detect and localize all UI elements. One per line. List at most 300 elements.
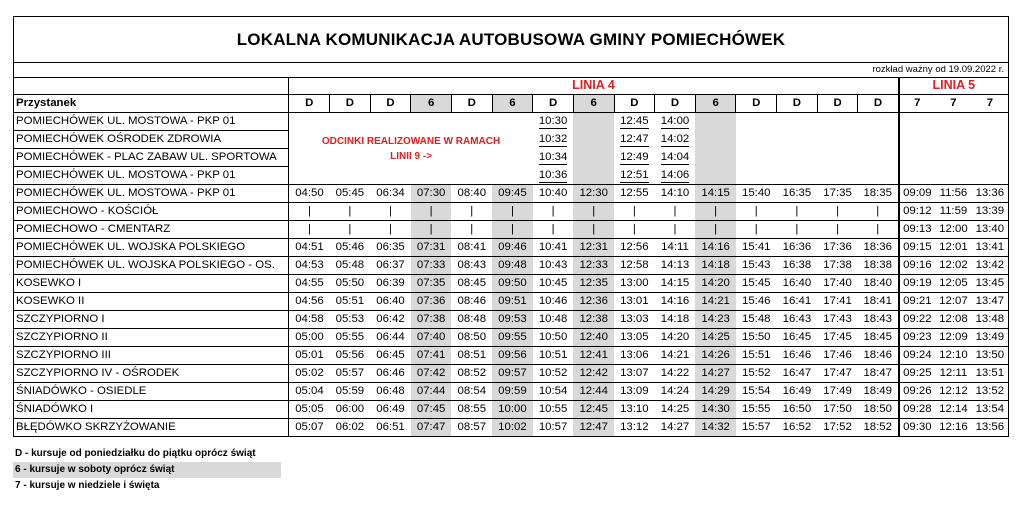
day-code: D xyxy=(330,95,371,113)
table-row xyxy=(14,275,1009,293)
stop-name: POMIECHOWO - KOŚCIÓŁ xyxy=(14,203,289,221)
time-cell: 14:30 xyxy=(695,401,736,419)
time-cell: 09:48 xyxy=(492,257,533,275)
time-cell: 14:10 xyxy=(655,185,696,203)
time-cell: 04:50 xyxy=(289,185,330,203)
table-row xyxy=(14,311,1009,329)
time-cell: 10:00 xyxy=(492,401,533,419)
time-cell: 12:33 xyxy=(573,257,614,275)
time-cell: 15:48 xyxy=(736,311,777,329)
time-cell: | xyxy=(695,203,736,221)
time-cell: 10:45 xyxy=(533,275,574,293)
feeder-note-line-1: ODCINKI REALIZOWANE W RAMACH xyxy=(321,135,501,147)
time-cell: | xyxy=(736,221,777,239)
stop-name: ŚNIADÓWKO I xyxy=(14,401,289,419)
time-cell: 09:16 xyxy=(899,257,936,275)
time-cell: | xyxy=(451,203,492,221)
time-value: 14:02 xyxy=(660,133,690,145)
time-cell: 12:45 xyxy=(573,401,614,419)
time-cell: 13:10 xyxy=(614,401,655,419)
time-cell: 13:12 xyxy=(614,419,655,437)
stop-name: KOSEWKO II xyxy=(14,293,289,311)
feeder-time xyxy=(533,131,574,149)
time-cell: 10:50 xyxy=(533,329,574,347)
blank-cell xyxy=(817,167,858,185)
time-cell: 05:48 xyxy=(330,257,371,275)
time-cell: 13:06 xyxy=(614,347,655,365)
time-cell: | xyxy=(573,203,614,221)
time-cell: 09:51 xyxy=(492,293,533,311)
time-cell: | xyxy=(614,221,655,239)
time-cell: 08:54 xyxy=(451,383,492,401)
blank-cell xyxy=(817,149,858,167)
time-cell: 13:54 xyxy=(972,401,1009,419)
time-cell: 13:39 xyxy=(972,203,1009,221)
time-cell: 14:22 xyxy=(655,365,696,383)
stop-name: POMIECHOWO - CMENTARZ xyxy=(14,221,289,239)
time-cell: 06:39 xyxy=(370,275,411,293)
feeder-time xyxy=(655,113,696,131)
blank-cell xyxy=(573,113,614,131)
time-cell: 06:51 xyxy=(370,419,411,437)
timetable xyxy=(13,77,1009,437)
time-cell: 17:49 xyxy=(817,383,858,401)
time-cell: 08:51 xyxy=(451,347,492,365)
blank-cell xyxy=(858,131,899,149)
time-cell: 16:47 xyxy=(777,365,818,383)
time-cell: 09:26 xyxy=(899,383,936,401)
time-cell: 13:48 xyxy=(972,311,1009,329)
time-cell: 14:11 xyxy=(655,239,696,257)
time-cell: 05:01 xyxy=(289,347,330,365)
time-cell: 13:45 xyxy=(972,275,1009,293)
stop-name: POMIECHÓWEK OŚRODEK ZDROWIA xyxy=(14,131,289,149)
time-cell: 07:47 xyxy=(411,419,452,437)
feeder-time xyxy=(614,149,655,167)
time-cell: 08:50 xyxy=(451,329,492,347)
blank-cell xyxy=(736,113,777,131)
table-row xyxy=(14,239,1009,257)
time-cell: 12:44 xyxy=(573,383,614,401)
time-cell: 12:16 xyxy=(935,419,972,437)
time-cell: 16:46 xyxy=(777,347,818,365)
time-cell: 05:07 xyxy=(289,419,330,437)
blank-cell xyxy=(14,77,289,95)
table-row xyxy=(14,329,1009,347)
time-cell: 10:46 xyxy=(533,293,574,311)
time-cell: 10:51 xyxy=(533,347,574,365)
linia-4-label: LINIA 4 xyxy=(289,77,899,95)
time-value: 10:30 xyxy=(538,115,568,128)
time-cell: 13:40 xyxy=(972,221,1009,239)
time-cell: | xyxy=(533,221,574,239)
blank-cell xyxy=(858,167,899,185)
time-cell: 12:10 xyxy=(935,347,972,365)
blank-cell xyxy=(817,131,858,149)
blank-cell xyxy=(777,131,818,149)
time-cell: 15:46 xyxy=(736,293,777,311)
time-cell: 09:23 xyxy=(899,329,936,347)
time-cell: 12:47 xyxy=(573,419,614,437)
time-cell: 06:45 xyxy=(370,347,411,365)
table-row xyxy=(14,365,1009,383)
time-cell: 15:57 xyxy=(736,419,777,437)
time-cell: 10:52 xyxy=(533,365,574,383)
time-cell: 13:51 xyxy=(972,365,1009,383)
blank-cell xyxy=(573,131,614,149)
time-cell: 18:47 xyxy=(858,365,899,383)
time-cell: 14:32 xyxy=(695,419,736,437)
time-cell: | xyxy=(411,203,452,221)
time-cell: 14:27 xyxy=(695,365,736,383)
time-cell: 16:35 xyxy=(777,185,818,203)
time-cell: 05:04 xyxy=(289,383,330,401)
time-cell: 09:28 xyxy=(899,401,936,419)
time-cell: 17:36 xyxy=(817,239,858,257)
time-cell: 06:34 xyxy=(370,185,411,203)
time-cell: 09:45 xyxy=(492,185,533,203)
table-row xyxy=(14,185,1009,203)
blank-cell xyxy=(899,113,1009,185)
time-cell: 12:12 xyxy=(935,383,972,401)
time-cell: 09:55 xyxy=(492,329,533,347)
feeder-time xyxy=(614,131,655,149)
time-cell: 12:56 xyxy=(614,239,655,257)
validity-note xyxy=(13,62,1009,78)
day-code-row xyxy=(14,95,1009,113)
blank-cell xyxy=(695,149,736,167)
time-cell: | xyxy=(777,203,818,221)
blank-cell xyxy=(817,113,858,131)
time-cell: 10:43 xyxy=(533,257,574,275)
day-code: 7 xyxy=(935,95,972,113)
time-cell: | xyxy=(411,221,452,239)
time-cell: 12:42 xyxy=(573,365,614,383)
time-cell: 06:48 xyxy=(370,383,411,401)
time-cell: 12:58 xyxy=(614,257,655,275)
time-cell: 08:55 xyxy=(451,401,492,419)
time-cell: 10:57 xyxy=(533,419,574,437)
time-cell: 18:40 xyxy=(858,275,899,293)
time-cell: 14:18 xyxy=(695,257,736,275)
time-cell: 10:54 xyxy=(533,383,574,401)
time-value: 10:36 xyxy=(538,168,568,181)
time-cell: 07:42 xyxy=(411,365,452,383)
time-cell: 04:55 xyxy=(289,275,330,293)
blank-cell xyxy=(695,113,736,131)
time-cell: 16:45 xyxy=(777,329,818,347)
line-header-row xyxy=(14,77,1009,95)
time-cell: 05:59 xyxy=(330,383,371,401)
feeder-time xyxy=(655,149,696,167)
time-cell: 10:55 xyxy=(533,401,574,419)
time-cell: 17:35 xyxy=(817,185,858,203)
blank-cell xyxy=(736,149,777,167)
time-cell: 14:23 xyxy=(695,311,736,329)
time-cell: 14:20 xyxy=(655,329,696,347)
time-cell: 04:53 xyxy=(289,257,330,275)
linia-5-label: LINIA 5 xyxy=(899,77,1009,95)
blank-cell xyxy=(736,167,777,185)
time-cell: 09:59 xyxy=(492,383,533,401)
time-cell: 05:51 xyxy=(330,293,371,311)
time-cell: 06:35 xyxy=(370,239,411,257)
time-cell: 05:05 xyxy=(289,401,330,419)
time-cell: 15:43 xyxy=(736,257,777,275)
time-cell: 05:55 xyxy=(330,329,371,347)
stop-header: Przystanek xyxy=(14,95,289,113)
time-cell: 09:25 xyxy=(899,365,936,383)
blank-cell xyxy=(736,131,777,149)
time-cell: 08:43 xyxy=(451,257,492,275)
time-cell: 06:46 xyxy=(370,365,411,383)
time-cell: 17:52 xyxy=(817,419,858,437)
time-cell: 13:03 xyxy=(614,311,655,329)
time-cell: | xyxy=(858,203,899,221)
time-cell: 13:41 xyxy=(972,239,1009,257)
time-cell: 05:02 xyxy=(289,365,330,383)
time-cell: 05:57 xyxy=(330,365,371,383)
time-cell: 04:56 xyxy=(289,293,330,311)
time-cell: 18:41 xyxy=(858,293,899,311)
stop-name: POMIECHÓWEK UL. WOJSKA POLSKIEGO - OS. xyxy=(14,257,289,275)
time-cell: 09:46 xyxy=(492,239,533,257)
time-value: 12:51 xyxy=(620,168,649,181)
time-cell: 16:50 xyxy=(777,401,818,419)
time-cell: 10:48 xyxy=(533,311,574,329)
stop-name: SZCZYPIORNO IV - OŚRODEK xyxy=(14,365,289,383)
legend-sunday: 7 - kursuje w niedziele i święta xyxy=(15,480,160,491)
time-cell: 06:40 xyxy=(370,293,411,311)
time-cell: 04:51 xyxy=(289,239,330,257)
time-cell: 15:45 xyxy=(736,275,777,293)
time-cell: 07:45 xyxy=(411,401,452,419)
time-cell: 14:16 xyxy=(695,239,736,257)
time-cell: | xyxy=(858,221,899,239)
time-cell: 14:21 xyxy=(695,293,736,311)
stop-name: POMIECHÓWEK UL. MOSTOWA - PKP 01 xyxy=(14,167,289,185)
feeder-time xyxy=(533,167,574,185)
page-title: LOKALNA KOMUNIKACJA AUTOBUSOWA GMINY POMIECHÓWEK xyxy=(13,16,1009,63)
time-cell: | xyxy=(492,221,533,239)
day-code: D xyxy=(858,95,899,113)
time-cell: | xyxy=(695,221,736,239)
time-cell: 07:44 xyxy=(411,383,452,401)
time-cell: 16:38 xyxy=(777,257,818,275)
blank-cell xyxy=(777,167,818,185)
time-cell: 18:45 xyxy=(858,329,899,347)
time-cell: | xyxy=(817,221,858,239)
time-cell: 06:02 xyxy=(330,419,371,437)
time-cell: | xyxy=(573,221,614,239)
feeder-time xyxy=(614,113,655,131)
table-row xyxy=(14,401,1009,419)
time-cell: 07:41 xyxy=(411,347,452,365)
time-cell: 05:45 xyxy=(330,185,371,203)
time-cell: 05:46 xyxy=(330,239,371,257)
time-cell: 07:35 xyxy=(411,275,452,293)
stop-name: BŁĘDÓWKO SKRZYŻOWANIE xyxy=(14,419,289,437)
day-code: D xyxy=(451,95,492,113)
day-code: D xyxy=(370,95,411,113)
time-cell: 13:56 xyxy=(972,419,1009,437)
time-cell: 12:07 xyxy=(935,293,972,311)
day-code: 6 xyxy=(492,95,533,113)
time-cell: 07:31 xyxy=(411,239,452,257)
stop-name: POMIECHÓWEK UL. MOSTOWA - PKP 01 xyxy=(14,185,289,203)
time-cell: 13:09 xyxy=(614,383,655,401)
time-cell: 18:35 xyxy=(858,185,899,203)
table-row xyxy=(14,257,1009,275)
time-cell: 18:52 xyxy=(858,419,899,437)
time-cell: 11:59 xyxy=(935,203,972,221)
time-cell: 14:18 xyxy=(655,311,696,329)
time-cell: 13:42 xyxy=(972,257,1009,275)
stop-name: KOSEWKO I xyxy=(14,275,289,293)
time-cell: 15:41 xyxy=(736,239,777,257)
time-cell: 05:56 xyxy=(330,347,371,365)
time-cell: 08:41 xyxy=(451,239,492,257)
time-cell: | xyxy=(817,203,858,221)
time-cell: 13:05 xyxy=(614,329,655,347)
time-cell: 06:44 xyxy=(370,329,411,347)
time-cell: 13:01 xyxy=(614,293,655,311)
time-cell: | xyxy=(289,221,330,239)
time-cell: | xyxy=(614,203,655,221)
feeder-time xyxy=(655,131,696,149)
time-cell: 05:50 xyxy=(330,275,371,293)
time-cell: 08:45 xyxy=(451,275,492,293)
time-cell: 18:43 xyxy=(858,311,899,329)
timetable-frame xyxy=(13,16,1009,445)
time-cell: 06:42 xyxy=(370,311,411,329)
time-cell: 14:15 xyxy=(695,185,736,203)
table-row xyxy=(14,221,1009,239)
time-cell: 16:43 xyxy=(777,311,818,329)
blank-cell xyxy=(777,149,818,167)
day-code: D xyxy=(736,95,777,113)
time-cell: 12:02 xyxy=(935,257,972,275)
time-cell: 05:53 xyxy=(330,311,371,329)
time-cell: 13:36 xyxy=(972,185,1009,203)
time-cell: 12:30 xyxy=(573,185,614,203)
time-cell: 09:13 xyxy=(899,221,936,239)
feeder-row xyxy=(14,113,1009,131)
time-cell: 04:58 xyxy=(289,311,330,329)
time-cell: 14:24 xyxy=(655,383,696,401)
day-code: 6 xyxy=(573,95,614,113)
time-cell: 06:49 xyxy=(370,401,411,419)
day-code: D xyxy=(655,95,696,113)
time-cell: 17:40 xyxy=(817,275,858,293)
time-cell: 12:36 xyxy=(573,293,614,311)
time-value: 14:04 xyxy=(660,151,690,163)
blank-cell xyxy=(573,149,614,167)
time-cell: 12:38 xyxy=(573,311,614,329)
day-code: D xyxy=(533,95,574,113)
time-cell: 09:22 xyxy=(899,311,936,329)
time-cell: | xyxy=(370,203,411,221)
legend xyxy=(13,446,281,494)
time-cell: 12:09 xyxy=(935,329,972,347)
time-cell: 07:36 xyxy=(411,293,452,311)
time-cell: 12:55 xyxy=(614,185,655,203)
time-cell: | xyxy=(777,221,818,239)
stop-name: SZCZYPIORNO III xyxy=(14,347,289,365)
time-cell: 17:46 xyxy=(817,347,858,365)
time-cell: 12:31 xyxy=(573,239,614,257)
time-cell: 09:21 xyxy=(899,293,936,311)
validity-text: rozkład ważny od 19.09.2022 r. xyxy=(872,64,1004,75)
stop-name: ŚNIADÓWKO - OSIEDLE xyxy=(14,383,289,401)
time-cell: | xyxy=(736,203,777,221)
time-cell: 15:52 xyxy=(736,365,777,383)
time-cell: 12:41 xyxy=(573,347,614,365)
time-cell: 16:49 xyxy=(777,383,818,401)
time-cell: 08:52 xyxy=(451,365,492,383)
time-cell: 12:35 xyxy=(573,275,614,293)
time-value: 14:06 xyxy=(660,168,690,181)
time-cell: 06:37 xyxy=(370,257,411,275)
stop-name: POMIECHÓWEK - PLAC ZABAW UL. SPORTOWA xyxy=(14,149,289,167)
legend-weekday: D - kursuje od poniedziałku do piątku oprócz świąt xyxy=(15,448,256,459)
time-cell: 10:40 xyxy=(533,185,574,203)
time-cell: 18:50 xyxy=(858,401,899,419)
time-cell: 15:50 xyxy=(736,329,777,347)
time-cell: 07:30 xyxy=(411,185,452,203)
time-cell: 18:49 xyxy=(858,383,899,401)
time-cell: 09:15 xyxy=(899,239,936,257)
feeder-note-line-2: LINII 9 -> xyxy=(390,150,433,162)
day-code: D xyxy=(614,95,655,113)
time-cell: 09:19 xyxy=(899,275,936,293)
blank-cell xyxy=(858,113,899,131)
time-cell: 14:15 xyxy=(655,275,696,293)
time-cell: 13:50 xyxy=(972,347,1009,365)
time-cell: 09:30 xyxy=(899,419,936,437)
time-cell: 10:02 xyxy=(492,419,533,437)
time-cell: 06:00 xyxy=(330,401,371,419)
feeder-time xyxy=(533,149,574,167)
time-cell: 13:47 xyxy=(972,293,1009,311)
stop-name: POMIECHÓWEK UL. WOJSKA POLSKIEGO xyxy=(14,239,289,257)
time-cell: 14:26 xyxy=(695,347,736,365)
time-cell: 17:43 xyxy=(817,311,858,329)
time-cell: 14:27 xyxy=(655,419,696,437)
day-code: 7 xyxy=(972,95,1009,113)
time-cell: 08:48 xyxy=(451,311,492,329)
time-cell: 09:50 xyxy=(492,275,533,293)
time-cell: 13:52 xyxy=(972,383,1009,401)
time-cell: 14:25 xyxy=(655,401,696,419)
time-cell: 14:16 xyxy=(655,293,696,311)
time-cell: 12:11 xyxy=(935,365,972,383)
time-cell: 14:20 xyxy=(695,275,736,293)
time-cell: 11:56 xyxy=(935,185,972,203)
table-row xyxy=(14,347,1009,365)
time-cell: | xyxy=(289,203,330,221)
time-cell: | xyxy=(492,203,533,221)
time-value: 12:47 xyxy=(620,133,649,145)
time-cell: 16:36 xyxy=(777,239,818,257)
time-cell: 09:09 xyxy=(899,185,936,203)
time-cell: | xyxy=(330,203,371,221)
time-cell: 09:53 xyxy=(492,311,533,329)
time-cell: 14:21 xyxy=(655,347,696,365)
day-code: 6 xyxy=(411,95,452,113)
day-code: D xyxy=(289,95,330,113)
time-cell: 17:45 xyxy=(817,329,858,347)
